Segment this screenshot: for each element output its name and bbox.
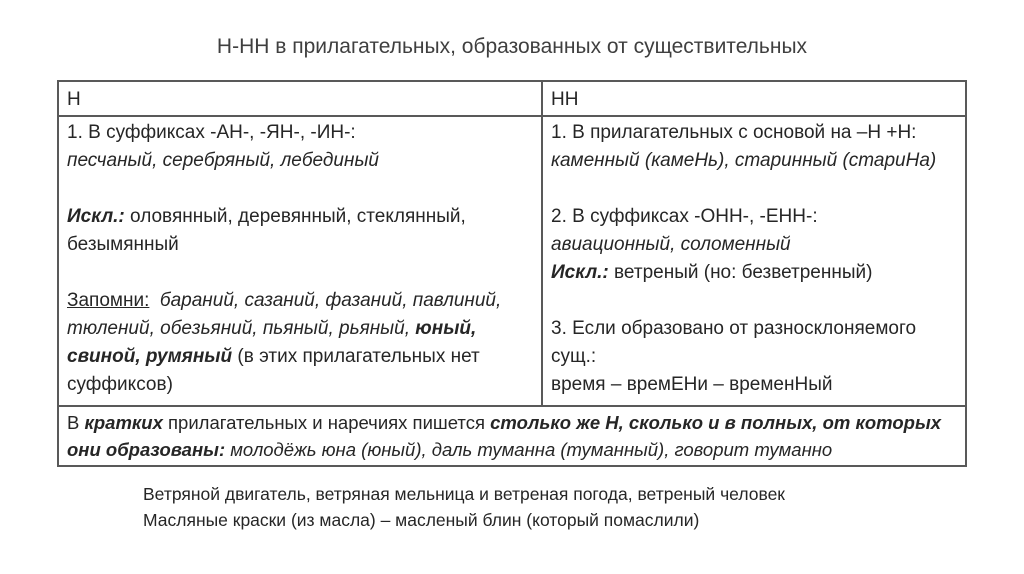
text-run: Искл.: <box>67 206 125 227</box>
text-run: прилагательных и наречиях пишется <box>162 412 491 433</box>
text-run: свиной, румяный <box>67 346 233 367</box>
text-run: суффиксов) <box>67 374 173 395</box>
text-line <box>67 175 533 203</box>
nn-rules-cell <box>542 116 966 406</box>
text-run: оловянный, деревянный, стеклянный, <box>124 206 466 227</box>
text-run: песчаный, серебряный, лебединый <box>67 150 379 171</box>
text-line <box>551 147 957 175</box>
text-line <box>67 436 957 463</box>
n-nn-table <box>57 80 967 467</box>
column-header-n: Н <box>58 81 542 116</box>
text-line <box>67 259 533 287</box>
text-line <box>551 371 957 399</box>
text-run: В <box>67 412 85 433</box>
text-line <box>67 231 533 259</box>
text-run: тюлений, обезьяний, пьяный, рьяный, <box>67 318 416 339</box>
text-run: ветреный (но: безветренный) <box>608 262 873 283</box>
column-header-nn: НН <box>542 81 966 116</box>
text-run: кратких <box>84 412 163 433</box>
footnote-line-1: Ветряной двигатель, ветряная мельница и ветреная погода, ветреный человек <box>143 484 785 504</box>
table-header-row <box>58 81 966 116</box>
text-line <box>67 287 533 315</box>
short-adjectives-rule-cell <box>58 406 966 466</box>
text-line <box>551 231 957 259</box>
text-run: 1. В суффиксах -АН-, -ЯН-, -ИН-: <box>67 122 356 143</box>
text-run: (в этих прилагательных нет <box>232 346 480 367</box>
text-run: 3. Если образовано от разносклоняемого сущ.: <box>551 318 922 367</box>
text-line <box>551 175 957 203</box>
text-run: столько же Н, сколько и в полных, от которых <box>490 412 942 433</box>
text-run: 1. В прилагательных с основой на –Н +Н: <box>551 122 917 143</box>
text-run: бараний, сазаний, фазаний, павлиний, <box>149 290 502 311</box>
text-line <box>67 371 533 399</box>
text-run: безымянный <box>67 234 179 255</box>
text-run: авиационный, соломенный <box>551 234 791 255</box>
page-title: Н-НН в прилагательных, образованных от существительных <box>216 35 808 58</box>
footnotes <box>143 481 785 533</box>
text-run: молодёжь юна (юный), даль туманна (туманный), говорит туманно <box>225 439 833 460</box>
text-line <box>551 119 957 147</box>
text-line <box>67 315 533 343</box>
table-body-row <box>58 116 966 406</box>
footnote-line-2: Масляные краски (из масла) – масленый блин (который помаслили) <box>143 510 700 530</box>
text-run: юный, <box>415 318 477 339</box>
text-line <box>67 409 957 436</box>
n-rules-cell <box>58 116 542 406</box>
text-run: они образованы: <box>67 439 226 460</box>
text-run: Запомни: <box>67 290 150 311</box>
text-line <box>551 203 957 231</box>
text-line <box>551 315 957 371</box>
text-run: каменный (камеНь), старинный (стариНа) <box>551 150 937 171</box>
text-line <box>67 119 533 147</box>
text-line <box>67 203 533 231</box>
text-line <box>551 287 957 315</box>
text-line <box>551 259 957 287</box>
text-line <box>67 147 533 175</box>
text-run: время – времЕНи – временНый <box>551 374 833 395</box>
text-line <box>67 343 533 371</box>
table-bottom-row <box>58 406 966 466</box>
text-run: 2. В суффиксах -ОНН-, -ЕНН-: <box>551 206 818 227</box>
text-run: Искл.: <box>551 262 609 283</box>
